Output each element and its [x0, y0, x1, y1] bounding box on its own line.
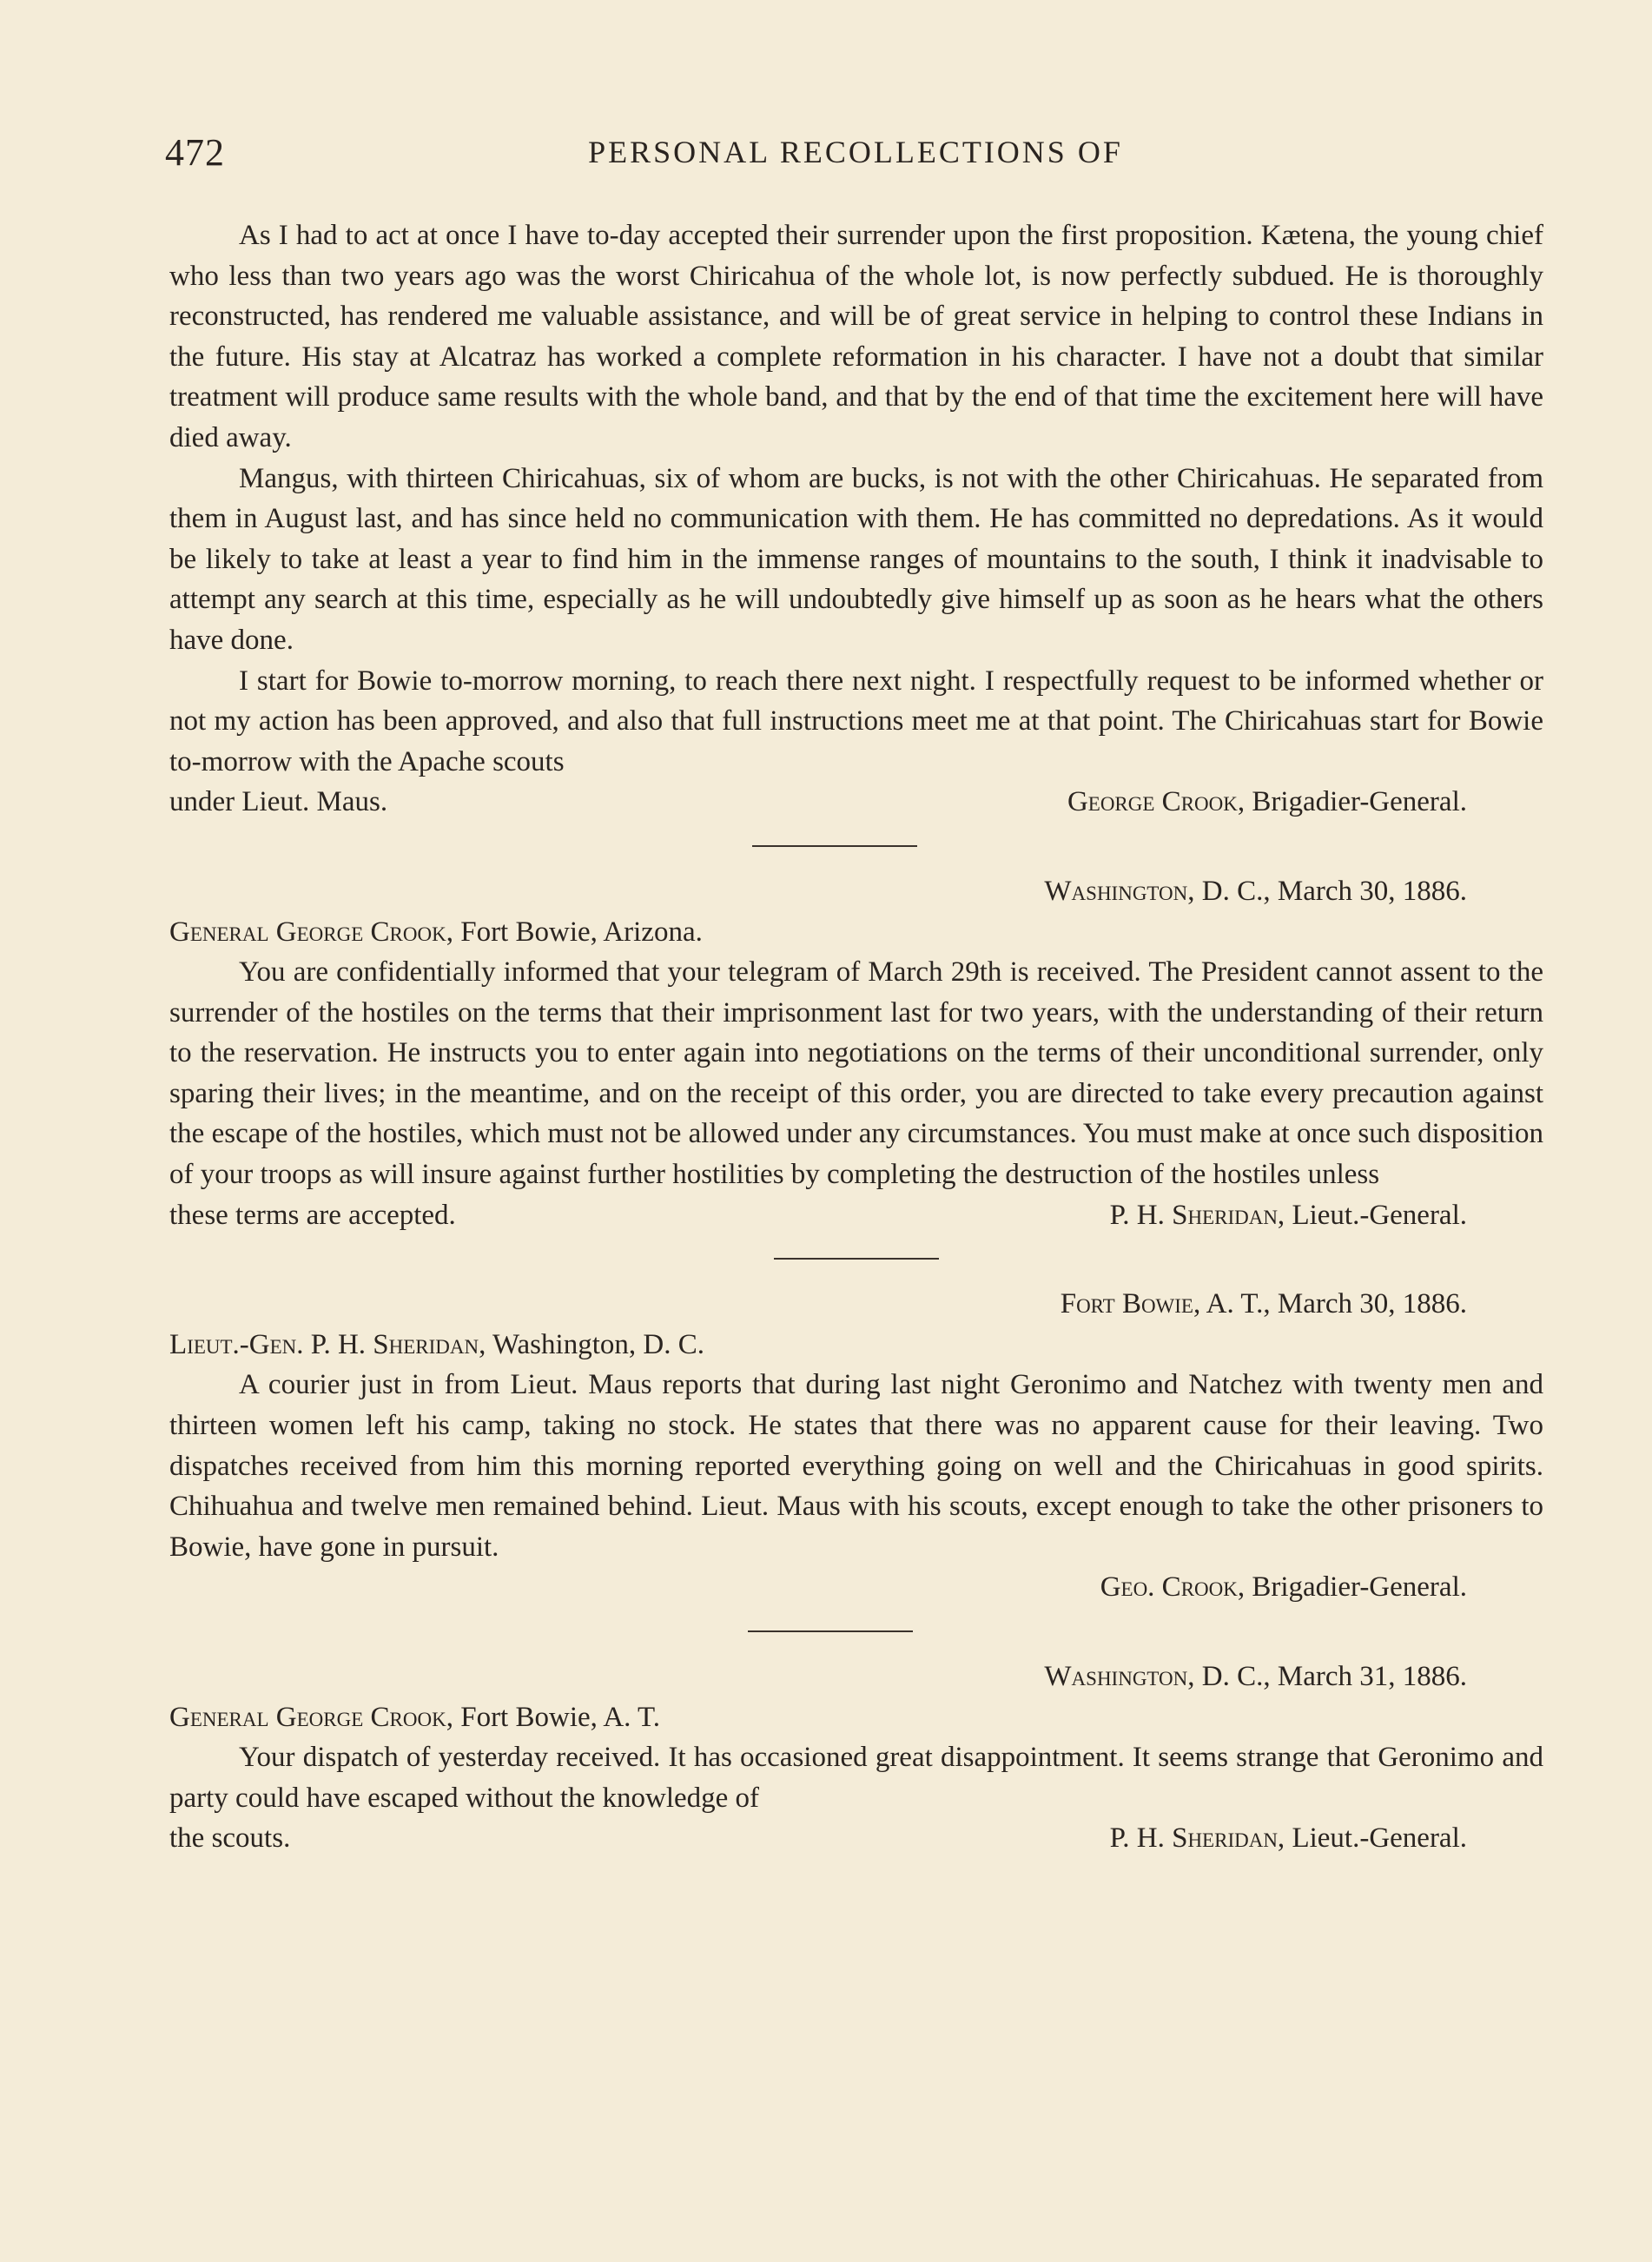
letter4-addressee-name: General George Crook, [169, 1701, 453, 1733]
letter3-addressee-name: Lieut.-Gen. P. H. Sheridan, [169, 1328, 486, 1360]
letter4-signature [1110, 1818, 1467, 1859]
running-head: PERSONAL RECOLLECTIONS OF [588, 135, 1123, 169]
letter1-signature [1067, 782, 1467, 823]
section-divider [774, 1258, 939, 1260]
letter2-body-last: these terms are accepted. [169, 1199, 456, 1231]
letter2-signature-title: Lieut.-General. [1292, 1199, 1467, 1231]
page-number: 472 [165, 131, 225, 174]
letter1-closing-line [169, 782, 1543, 823]
letter1-paragraph-2: Mangus, with thirteen Chiricahuas, six of whom are bucks, is not with the other Chiricahuas. He separated from them in August last, and has since held no communication with them. He has committed no depredations. As it would be likely to take at least a year to find him in the immense ranges of mountains to the south, I think it inadvisable to attempt any search at this time, especially as he will undoubtedly give himself up as soon as he hears what the others have done. [169, 462, 1543, 656]
letter2-dateline [169, 871, 1543, 912]
letter2-signature-initials: P. H. [1109, 1199, 1165, 1231]
letter3-dateline-place: Fort Bowie, [1060, 1288, 1201, 1320]
letter2-dateline-rest: D. C., March 30, 1886. [1201, 875, 1467, 907]
letter4-dateline-place: Washington, [1044, 1661, 1195, 1692]
letter4-closing-line [169, 1818, 1543, 1859]
letter1-paragraph-3: I start for Bowie to-morrow morning, to reach there next night. I respectfully request to be informed whether or not my action has been approved, and also that full instructions meet me at that point. The Chiricahuas start for Bowie to-morrow with the Apache scouts [169, 665, 1543, 777]
letter2-addressee-rest: Fort Bowie, Arizona. [460, 916, 703, 948]
letter3-signature-title: Brigadier-General. [1252, 1571, 1467, 1604]
letter2-closing-line [169, 1195, 1543, 1236]
letter3-addressee-rest: Washington, D. C. [492, 1328, 704, 1360]
letter4-body: Your dispatch of yesterday received. It has occasioned great disappointment. It seems strange that Geronimo and party could have escaped without the knowledge of [169, 1742, 1543, 1814]
section-divider [752, 845, 917, 847]
letter4-dateline [169, 1657, 1543, 1697]
letter3-signature [169, 1567, 1543, 1608]
letter3-dateline-rest: A. T., March 30, 1886. [1206, 1288, 1467, 1320]
letter2-body: You are confidentially informed that your telegram of March 29th is received. The President cannot assent to the surrender of the hostiles on the terms that their imprisonment last for two years, with the understanding of their return to the reservation. He instructs you to enter again into negotiations on the terms of their unconditional surrender, only sparing their lives; in the meantime, and on the receipt of this order, you are directed to take every precaution against the escape of the hostiles, which must not be allowed under any circumstances. You must make at once such disposition of your troops as will insure against further hostilities by completing the destruction of the hostiles unless [169, 956, 1543, 1191]
letter3-dateline [169, 1284, 1543, 1325]
body-text [169, 215, 1543, 1859]
letter1-paragraph-3-last: under Lieut. Maus. [169, 786, 388, 818]
letter2-addressee [169, 912, 1543, 953]
section-divider [748, 1630, 913, 1632]
letter2-signature-name: Sheridan, [1172, 1199, 1285, 1231]
letter4-addressee [169, 1697, 1543, 1738]
letter4-addressee-rest: Fort Bowie, A. T. [460, 1701, 661, 1733]
letter4-signature-title: Lieut.-General. [1292, 1822, 1467, 1855]
letter3-body: A courier just in from Lieut. Maus reports that during last night Geronimo and Natchez with twenty men and thirteen women left his camp, taking no stock. He states that there was no apparent cause for their leaving. Two dispatches received from him this morning reported everything going on well and the Chiricahuas in good spirits. Chihuahua and twelve men remained behind. Lieut. Maus with his scouts, except enough to take the other prisoners to Bowie, have gone in pursuit. [169, 1369, 1543, 1563]
letter4-dateline-rest: D. C., March 31, 1886. [1201, 1661, 1467, 1692]
letter1-paragraph-1: As I had to act at once I have to-day accepted their surrender upon the first proposition. Kætena, the young chief who less than two years ago was the worst Chiricahua of the whole lot, is now perfectly subdued. He is thoroughly reconstructed, has rendered me valuable assistance, and will be of great service in helping to control these Indians in the future. His stay at Alcatraz has worked a complete reformation in his character. I have not a doubt that similar treatment will produce same results with the whole band, and that by the end of that time the excitement here will have died away. [169, 220, 1543, 453]
page-header [165, 130, 1546, 182]
letter2-addressee-name: General George Crook, [169, 916, 453, 948]
letter2-dateline-place: Washington, [1044, 875, 1195, 907]
letter2-signature [1110, 1195, 1467, 1236]
letter4-signature-name: Sheridan, [1172, 1822, 1285, 1855]
letter1-signature-name: George Crook, [1067, 786, 1246, 818]
letter4-body-last: the scouts. [169, 1822, 291, 1855]
letter1-signature-title: Brigadier-General. [1252, 786, 1467, 818]
letter3-signature-name: Geo. Crook, [1100, 1571, 1246, 1604]
letter3-addressee [169, 1325, 1543, 1366]
letter4-signature-initials: P. H. [1109, 1822, 1165, 1855]
